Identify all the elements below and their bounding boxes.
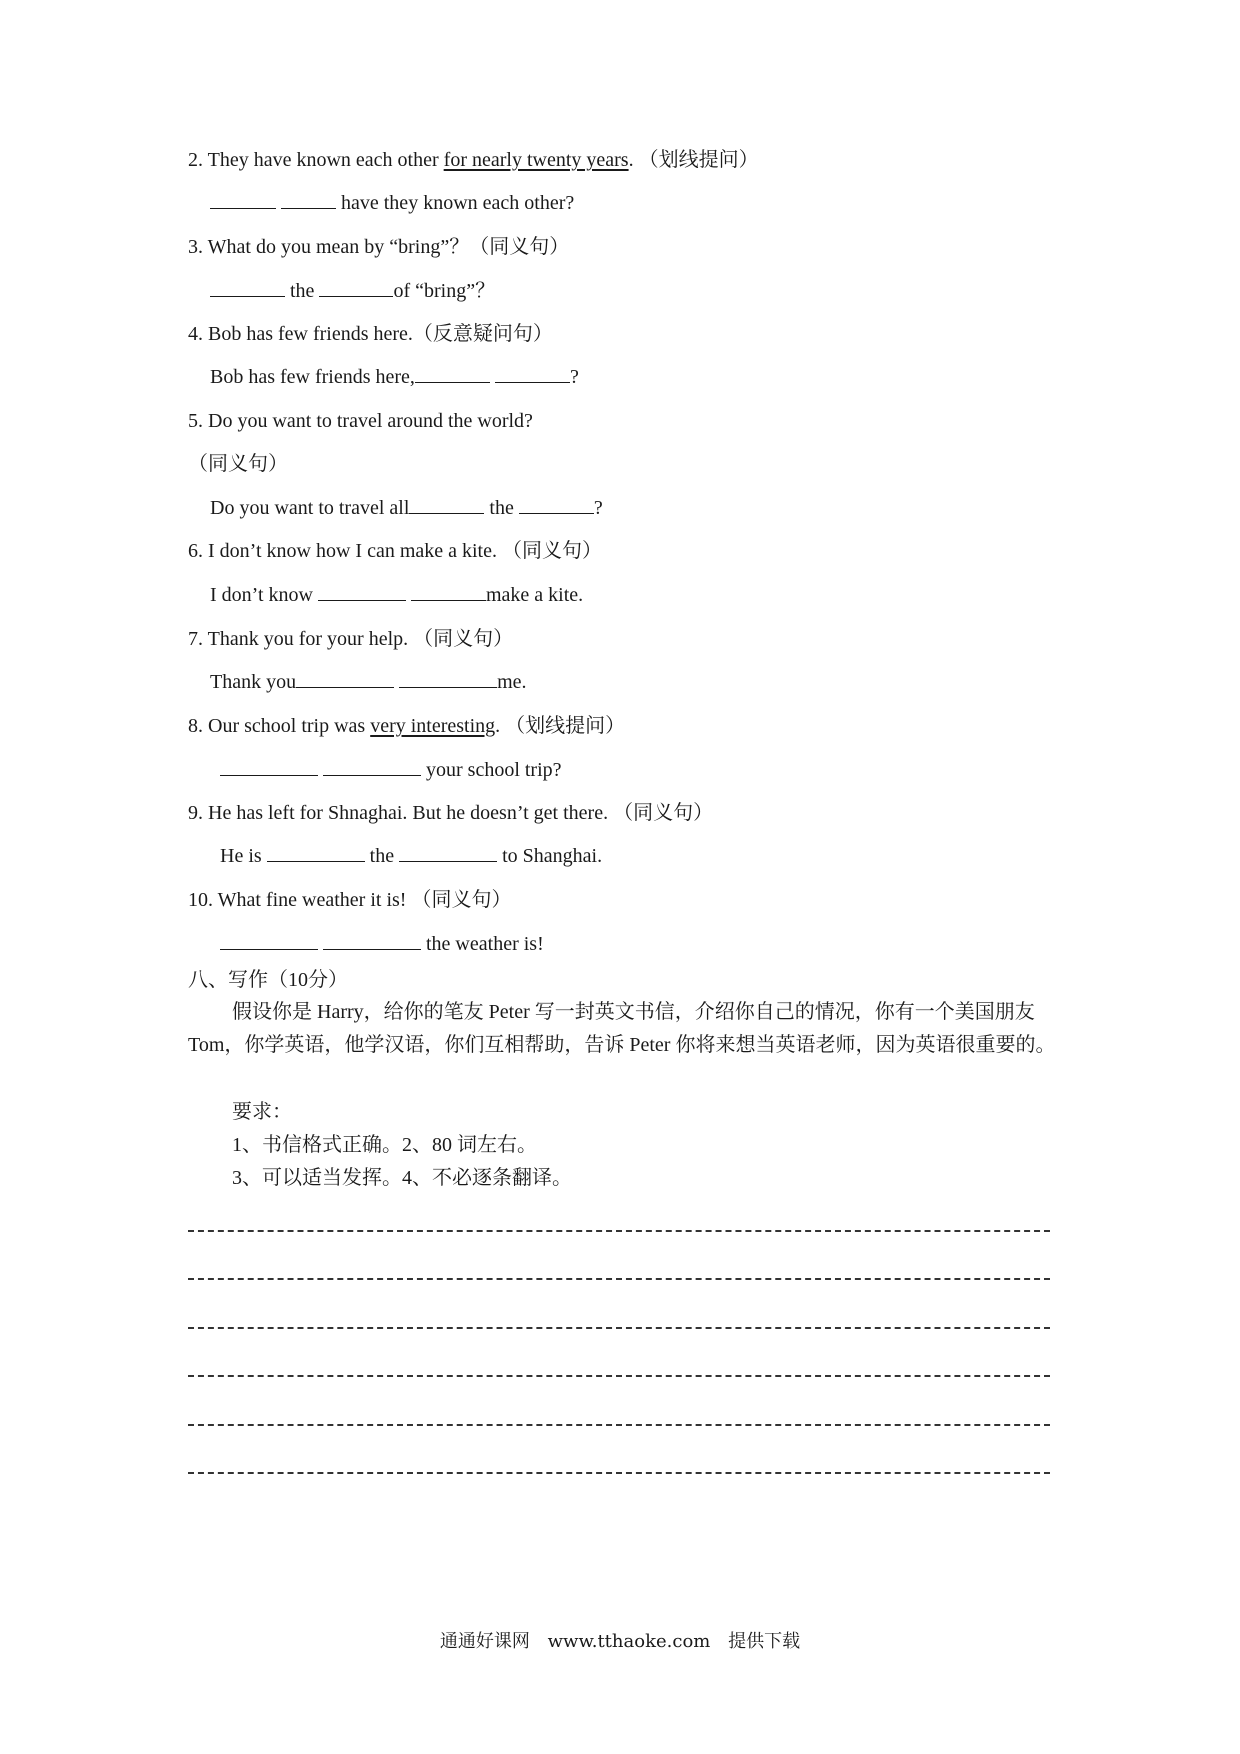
answer-text: make a kite. [485, 584, 584, 606]
question-number: 3. [188, 236, 203, 258]
footer-url[interactable]: www.tthaoke.com [547, 1631, 711, 1652]
question-text: He has left for Shnaghai. But he doesn’t get there. （同义句） [203, 802, 714, 824]
question-text: What do you mean by “bring”？（同义句） [203, 236, 570, 258]
answer-text: the weather is! [421, 933, 544, 955]
question-number: 9. [188, 802, 203, 824]
answer-text: Bob has few friends here, [210, 366, 415, 388]
answer-10 [220, 930, 544, 958]
writing-heading: 八、写作（10分） [188, 969, 348, 991]
question-3 [188, 233, 569, 261]
underlined-phrase: very interesting [370, 715, 496, 737]
answer-blank[interactable] [323, 931, 421, 950]
answer-text: the [364, 845, 400, 867]
question-2 [188, 146, 759, 174]
question-instruction: . （划线提问） [628, 149, 759, 171]
answer-blank[interactable] [323, 757, 421, 776]
answer-blank[interactable] [411, 582, 486, 601]
requirements-title: 要求： [232, 1101, 292, 1123]
answer-4 [210, 363, 579, 391]
question-number: 10. [188, 889, 213, 911]
answer-blank[interactable] [296, 669, 394, 688]
question-10 [188, 886, 511, 914]
writing-answer-line[interactable] [188, 1278, 1050, 1280]
answer-8 [220, 756, 562, 784]
writing-prompt [188, 996, 1058, 1062]
question-text: What fine weather it is! （同义句） [213, 889, 512, 911]
question-number: 5. [188, 410, 203, 432]
writing-answer-line[interactable] [188, 1375, 1050, 1377]
question-8 [188, 712, 625, 740]
writing-answer-line[interactable] [188, 1472, 1050, 1474]
answer-5 [210, 494, 603, 522]
question-instruction: . （划线提问） [495, 715, 626, 737]
requirement-line: 1、书信格式正确。2、80 词左右。 [232, 1134, 537, 1156]
answer-blank[interactable] [281, 190, 336, 209]
answer-text: the [484, 497, 519, 519]
underlined-phrase: for nearly twenty years [443, 149, 629, 171]
answer-text: ? [569, 366, 579, 388]
writing-answer-line[interactable] [188, 1230, 1050, 1232]
answer-text: me. [497, 671, 527, 693]
question-7 [188, 625, 513, 653]
writing-answer-line[interactable] [188, 1424, 1050, 1426]
answer-blank[interactable] [415, 364, 490, 383]
answer-text: Do you want to travel all [210, 497, 410, 519]
footer-site-name: 通通好课网 [439, 1631, 530, 1652]
answer-blank[interactable] [409, 495, 484, 514]
writing-prompt-text: 假设你是 Harry，给你的笔友 Peter 写一封英文书信，介绍你自己的情况，你有一个美国朋友 Tom，你学英语，他学汉语，你们互相帮助，告诉 Peter 你将来想当英语老师，因为英语很重要的。 [188, 1001, 1056, 1056]
question-number: 2. [188, 149, 203, 171]
question-text: Bob has few friends here.（反意疑问句） [203, 323, 553, 345]
answer-blank[interactable] [399, 669, 497, 688]
footer-note: 提供下载 [728, 1631, 801, 1652]
question-4 [188, 320, 553, 348]
question-number: 7. [188, 628, 203, 650]
answer-9 [220, 842, 602, 870]
answer-text: your school trip? [421, 759, 562, 781]
answer-blank[interactable] [210, 278, 285, 297]
page-footer [0, 1630, 1240, 1654]
question-5 [188, 407, 533, 435]
answer-blank[interactable] [399, 843, 497, 862]
answer-blank[interactable] [519, 495, 594, 514]
answer-6 [210, 581, 583, 609]
answer-blank[interactable] [210, 190, 276, 209]
answer-blank[interactable] [267, 843, 365, 862]
answer-text: have they known each other? [336, 192, 575, 214]
answer-text: the [285, 280, 320, 302]
question-number: 8. [188, 715, 203, 737]
question-number: 4. [188, 323, 203, 345]
answer-text: Thank you [210, 671, 297, 693]
answer-text: ? [593, 497, 603, 519]
answer-text: of “bring”？ [393, 280, 496, 302]
question-number: 6. [188, 540, 203, 562]
answer-text: I don’t know [210, 584, 318, 606]
answer-blank[interactable] [319, 278, 393, 297]
requirement-line: 3、可以适当发挥。4、不必逐条翻译。 [232, 1167, 572, 1189]
answer-text: He is [220, 845, 267, 867]
answer-3 [210, 277, 495, 305]
question-6 [188, 537, 602, 565]
question-text: Thank you for your help. （同义句） [203, 628, 514, 650]
answer-text: to Shanghai. [497, 845, 603, 867]
answer-blank[interactable] [495, 364, 570, 383]
writing-answer-line[interactable] [188, 1327, 1050, 1329]
answer-7 [210, 668, 527, 696]
question-instruction: （同义句） [188, 453, 288, 475]
question-text: Our school trip was [203, 715, 371, 737]
question-9 [188, 799, 713, 827]
question-text: I don’t know how I can make a kite. （同义句） [203, 540, 602, 562]
answer-blank[interactable] [220, 757, 318, 776]
answer-blank[interactable] [318, 582, 406, 601]
answer-2 [210, 189, 574, 217]
question-text: Do you want to travel around the world? [203, 410, 533, 432]
question-text: They have known each other [203, 149, 444, 171]
answer-blank[interactable] [220, 931, 318, 950]
question-5-instruction [188, 450, 288, 478]
